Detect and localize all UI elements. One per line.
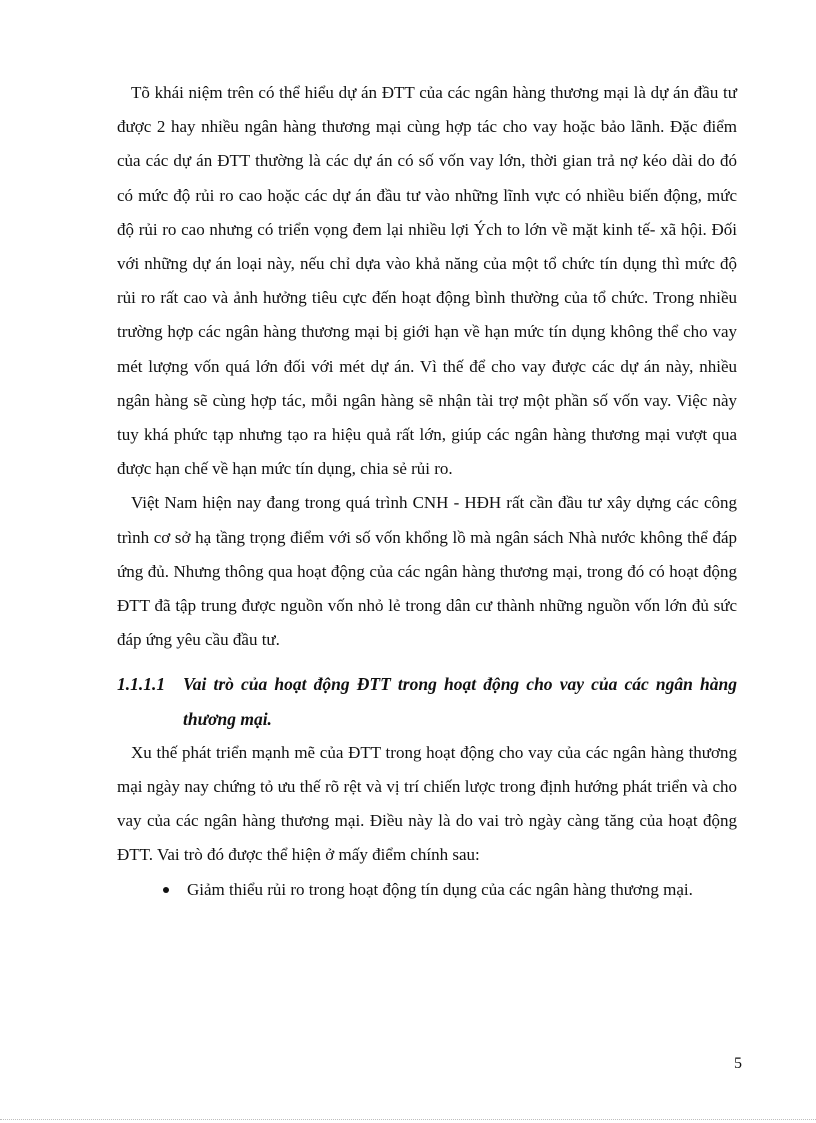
page-body bbox=[117, 76, 737, 907]
paragraph-trend: Xu thế phát triển mạnh mẽ của ĐTT trong hoạt động cho vay của các ngân hàng thương mại ngày nay chứng tỏ ưu thế rõ rệt và vị trí chiến lược trong định hướng phát triển và cho vay của các ngân hàng thương mại. Điều này là do vai trò ngày càng tăng của hoạt động ĐTT. Vai trò đó được thể hiện ở mấy điểm chính sau: bbox=[117, 742, 737, 865]
bullet-icon bbox=[163, 873, 187, 907]
paragraph-vietnam: Việt Nam hiện nay đang trong quá trình CNH - HĐH rất cần đầu tư xây dựng các công trình cơ sở hạ tầng trọng điểm với số vốn khổng lồ mà ngân sách Nhà nước không thể đáp ứng đủ. Nhưng thông qua hoạt động của các ngân hàng thương mại, trong đó có hoạt động ĐTT đã tập trung được nguồn vốn nhỏ lẻ trong dân cư thành những nguồn vốn lớn đủ sức đáp ứng yêu cầu đầu tư. bbox=[117, 493, 737, 650]
section-heading bbox=[117, 667, 737, 735]
list-item bbox=[117, 873, 737, 907]
page-number: 5 bbox=[734, 1055, 742, 1072]
section-title: Vai trò của hoạt động ĐTT trong hoạt động cho vay của các ngân hàng thương mại. bbox=[183, 674, 737, 729]
bullet-list bbox=[117, 873, 737, 907]
bullet-text: Giảm thiểu rủi ro trong hoạt động tín dụng của các ngân hàng thương mại. bbox=[187, 879, 693, 899]
page-bottom-divider bbox=[0, 1119, 816, 1120]
section-number: 1.1.1.1 bbox=[117, 674, 166, 695]
paragraph-concept: Tõ khái niệm trên có thể hiểu dự án ĐTT của các ngân hàng thương mại là dự án đầu tư được 2 hay nhiều ngân hàng thương mại cùng hợp tác cho vay hoặc bảo lãnh. Đặc điểm của các dự án ĐTT thường là các dự án có số vốn vay lớn, thời gian trả nợ kéo dài do đó có mức độ rủi ro cao hoặc các dự án đầu tư vào những lĩnh vực có nhiều biến động, mức độ rủi ro cao nhưng có triển vọng đem lại nhiều lợi Ých to lớn về mặt kinh tế- xã hội. Đối với những dự án loại này, nếu chỉ dựa vào khả năng của một tổ chức tín dụng thì mức độ rủi ro rất cao và ảnh hưởng tiêu cực đến hoạt động bình thường của tổ chức. Trong nhiều trường hợp các ngân hàng thương mại bị giới hạn về hạn mức tín dụng không thể cho vay mét lượng vốn quá lớn đối với mét dự án. Vì thế để cho vay được các dự án này, nhiều ngân hàng sẽ cùng hợp tác, mỗi ngân hàng sẽ nhận tài trợ một phần số vốn vay. Việc này tuy khá phức tạp nhưng tạo ra hiệu quả rất lớn, giúp các ngân hàng thương mại vượt qua được hạn chế về hạn mức tín dụng, chia sẻ rủi ro. bbox=[117, 83, 737, 479]
